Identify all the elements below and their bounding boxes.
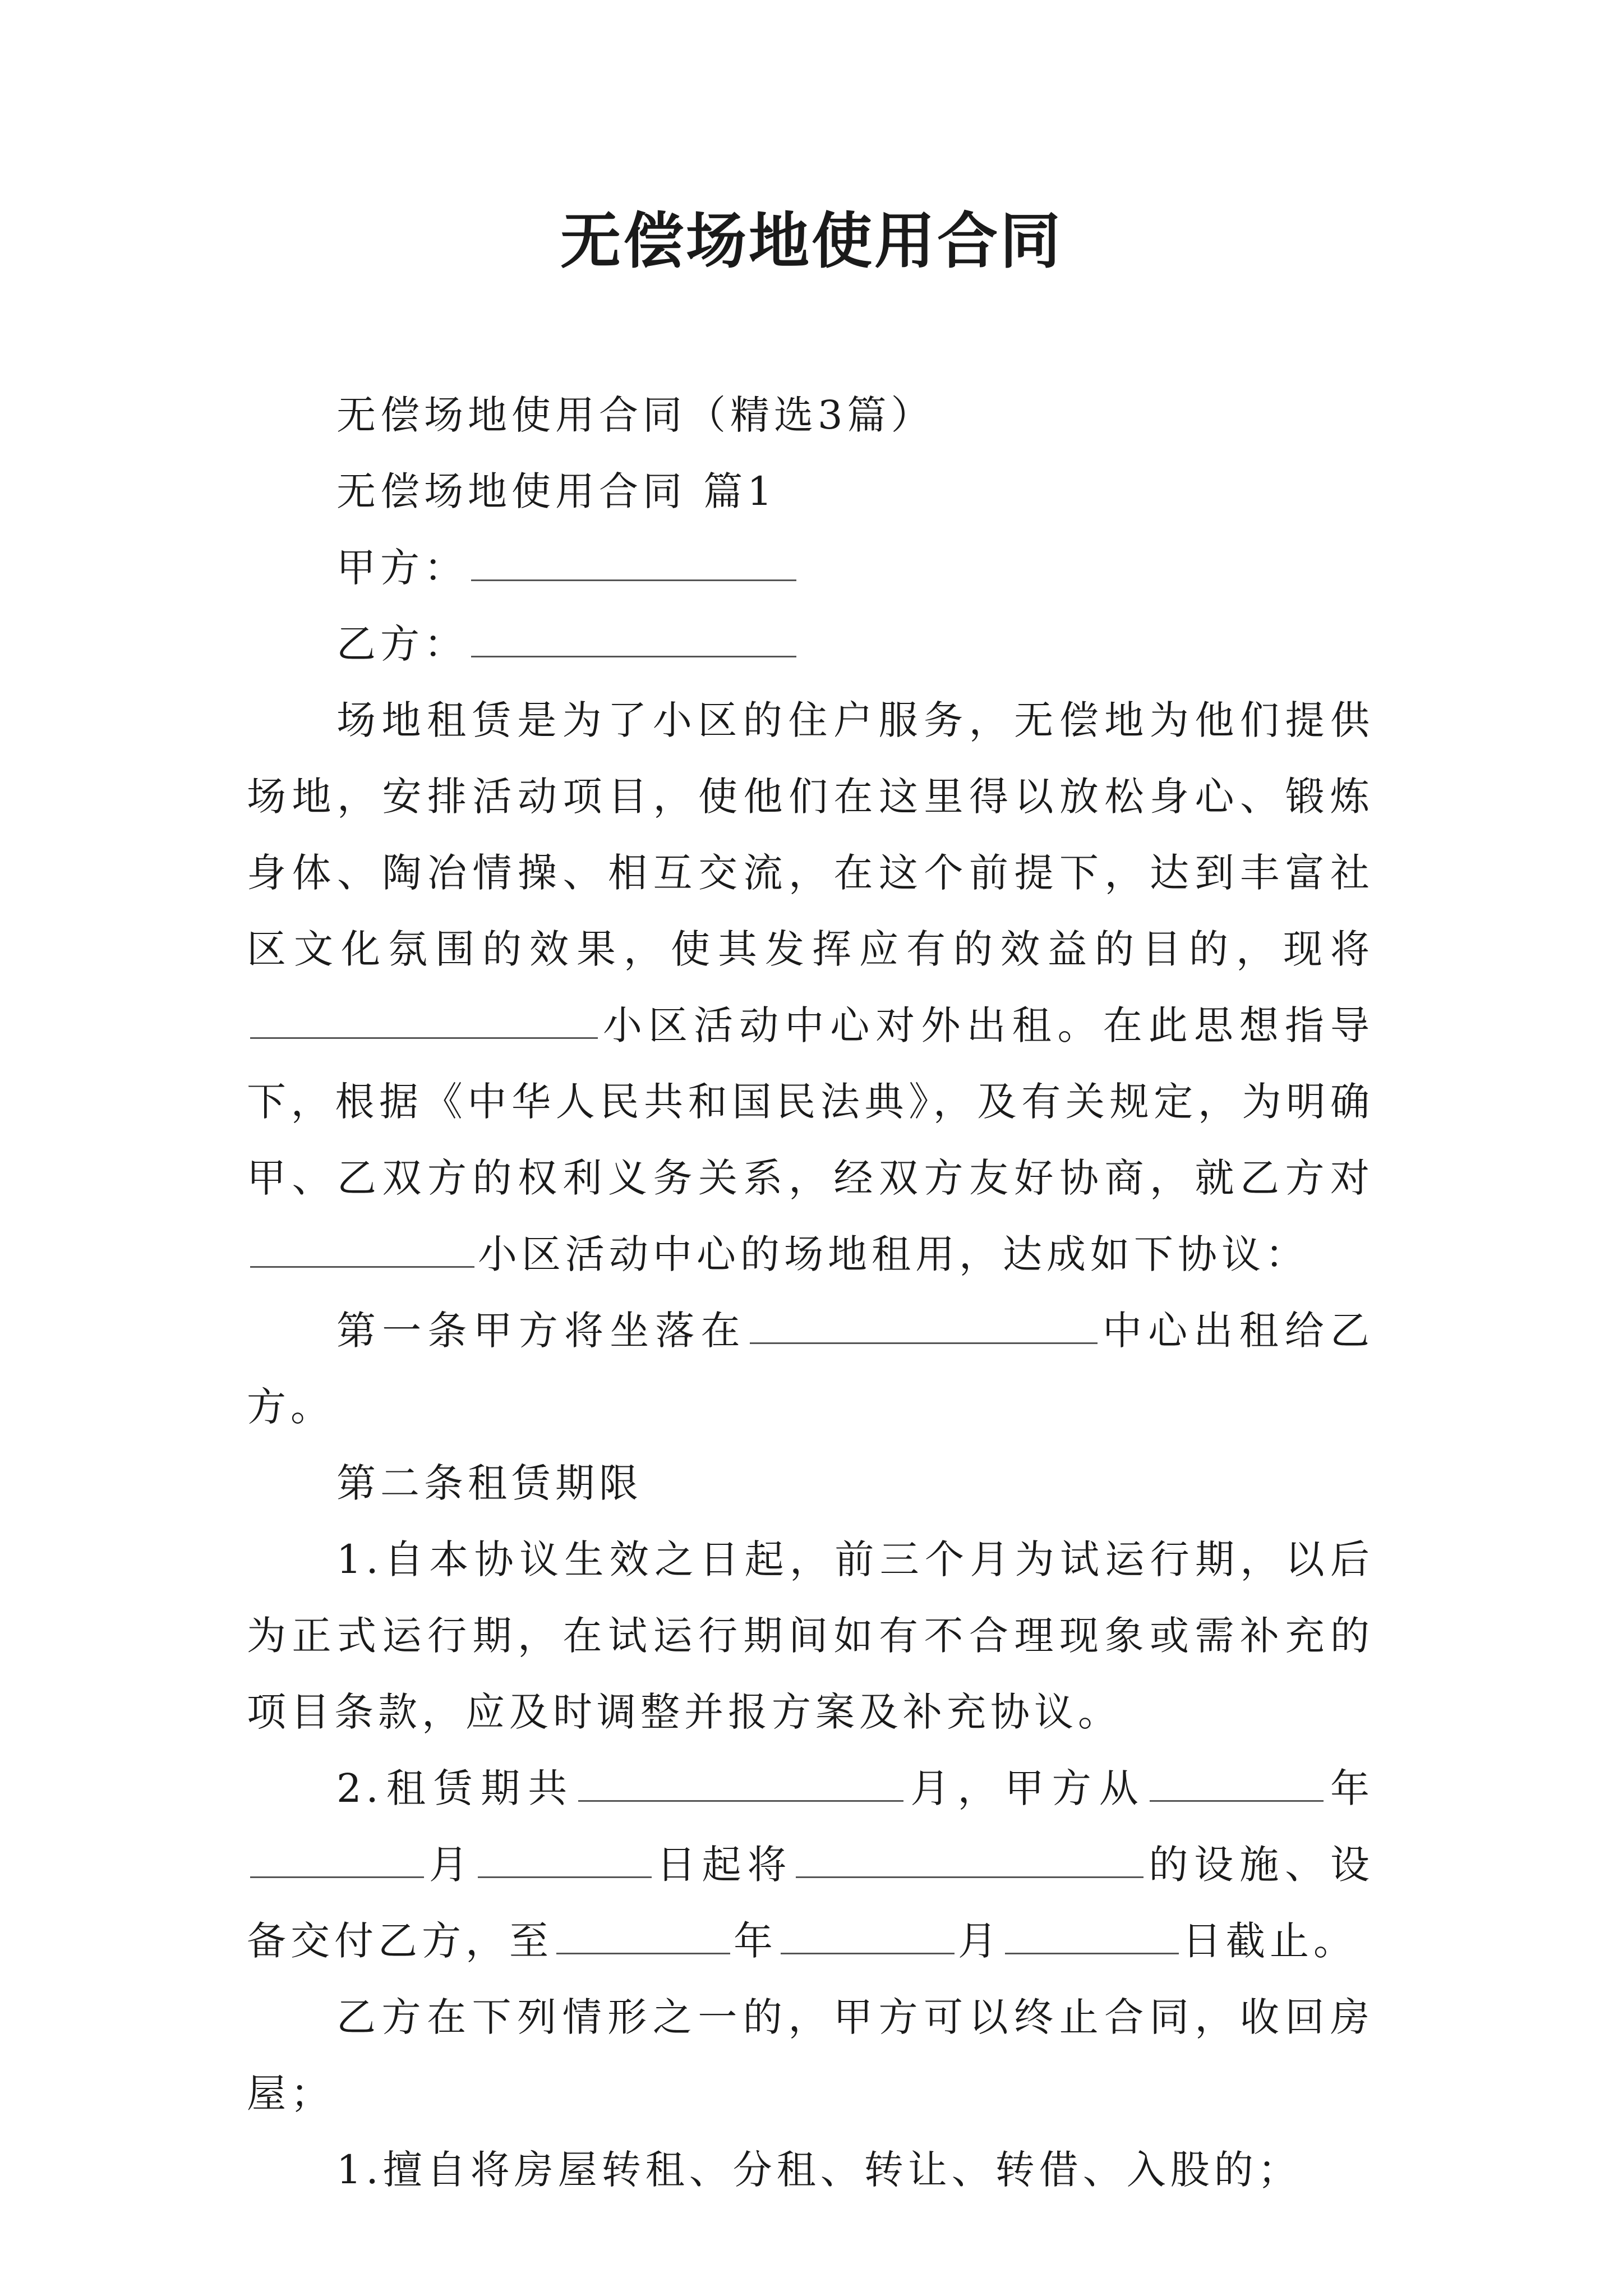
intro-text-3: 小区活动中心的场地租用，达成如下协议： (478, 1231, 1309, 1277)
facilities-blank (796, 1843, 1144, 1878)
intro-text-2: 小区活动中心对外出租。在此思想指导下，根据《中华人民共和国民法典》，及有关规定，为明确甲、乙双方的权利义务关系，经双方友好协商，就乙方对 (247, 1002, 1374, 1201)
clause-2-text-8: 月 (958, 1918, 1002, 1964)
party-a-blank (471, 546, 796, 581)
clause-2-text-2: 月，甲方从 (907, 1765, 1146, 1811)
start-day-blank (478, 1843, 652, 1878)
party-b-blank (471, 622, 796, 657)
community-name-blank-2 (250, 1232, 474, 1268)
intro-text-1: 场地租赁是为了小区的住户服务，无偿地为他们提供场地，安排活动项目，使他们在这里得以放松身心、锻炼身体、陶冶情操、相互交流，在这个前提下，达到丰富社区文化氛围的效果，使其发挥应有的效益的目的，现将 (247, 697, 1374, 972)
end-year-blank (556, 1919, 730, 1954)
party-a-line (247, 530, 1374, 606)
clause-2-text-1: 2.租赁期共 (336, 1765, 575, 1811)
clause-2 (247, 1750, 1374, 1979)
article-1-text-1: 第一条甲方将坐落在 (336, 1308, 746, 1354)
clause-1: 1.自本协议生效之日起，前三个月为试运行期，以后为正式运行期，在试运行期间如有不合理现象或需补充的项目条款，应及时调整并报方案及补充协议。 (247, 1536, 1374, 1735)
section-heading: 无偿场地使用合同 篇1 (336, 468, 777, 514)
party-b-label: 乙方： (336, 621, 468, 667)
start-month-blank (250, 1843, 424, 1878)
community-name-blank (250, 1004, 598, 1039)
article-1-text-2: 中心出租给乙方。 (247, 1308, 1375, 1430)
end-day-blank (1005, 1919, 1179, 1954)
clause-2-text-7: 年 (734, 1918, 777, 1964)
end-month-blank (781, 1919, 955, 1954)
document-subtitle: 无偿场地使用合同（精选3篇） (336, 392, 935, 438)
intro-paragraph (247, 682, 1374, 1292)
article-2-heading: 第二条租赁期限 (336, 1460, 643, 1506)
lease-months-blank (578, 1766, 903, 1802)
party-b-line (247, 606, 1374, 682)
termination-heading: 乙方在下列情形之一的，甲方可以终止合同，收回房屋； (247, 1994, 1374, 2116)
document-title: 无偿场地使用合同 (560, 206, 1063, 277)
clause-2-text-5: 日起将 (654, 1842, 793, 1888)
clause-2-text-6: 的设施、设备交付乙方，至 (247, 1842, 1375, 1964)
article-1 (247, 1292, 1374, 1445)
termination-item-1: 1.擅自将房屋转租、分租、转让、转借、入股的； (336, 2147, 1302, 2193)
start-year-blank (1150, 1766, 1324, 1802)
clause-2-text-9: 日截止。 (1182, 1918, 1357, 1964)
location-blank (750, 1309, 1098, 1344)
party-a-label: 甲方： (336, 545, 468, 591)
clause-2-text-4: 月 (427, 1842, 474, 1888)
clause-2-text-3: 年 (1326, 1765, 1375, 1811)
document-body (247, 377, 1374, 2208)
